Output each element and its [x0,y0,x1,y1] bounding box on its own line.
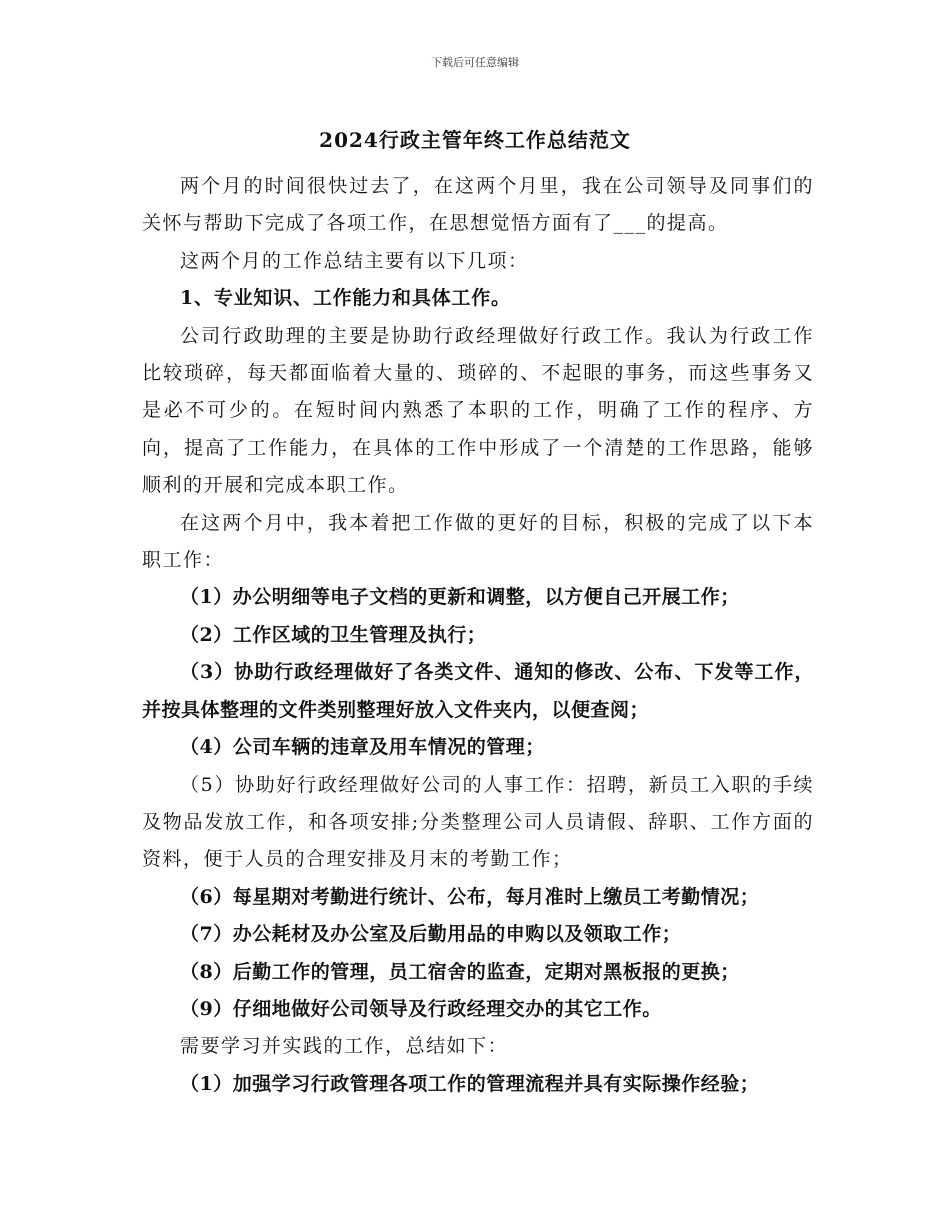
paragraph-summary-lead: 这两个月的工作总结主要有以下几项： [180,249,529,272]
section-heading-1: 1、专业知识、工作能力和具体工作。 [180,287,511,310]
list-item-duty-6: （6）每星期对考勤进行统计、公布，每月准时上缴员工考勤情况； [180,885,760,908]
list-item-duty-5: （5）协助好行政经理做好公司的人事工作：招聘，新员工入职的手续及物品发放工作，和各项安排;分类整理公司人员请假、辞职、工作方面的资料，便于人员的合理安排及月末的考勤工作； [142,773,814,871]
document-body [142,168,814,1103]
paragraph-intro: 两个月的时间很快过去了，在这两个月里，我在公司领导及同事们的关怀与帮助下完成了各项工作，在思想觉悟方面有了___的提高。 [142,175,814,235]
list-item-duty-4: （4）公司车辆的违章及用车情况的管理； [180,736,545,759]
header-note: 下载后可任意编辑 [431,56,519,69]
list-item-duty-8: （8）后勤工作的管理，员工宿舍的监查，定期对黑板报的更换； [180,960,740,983]
paragraph-learning-lead: 需要学习并实践的工作，总结如下： [180,1035,509,1058]
list-item-duty-9: （9）仔细地做好公司领导及行政经理交办的其它工作。 [180,997,662,1020]
paragraph-duties-lead: 在这两个月中，我本着把工作做的更好的目标，积极的完成了以下本职工作： [142,511,814,572]
document-title: 2024行政主管年终工作总结范文 [319,128,631,152]
list-item-learning-1: （1）加强学习行政管理各项工作的管理流程并具有实际操作经验； [180,1072,760,1095]
list-item-duty-3: （3）协助行政经理做好了各类文件、通知的修改、公布、下发等工作，并按具体整理的文件类别整理好放入文件夹内，以便查阅； [142,661,814,721]
list-item-duty-7: （7）办公耗材及办公室及后勤用品的申购以及领取工作； [180,923,682,946]
list-item-duty-2: （2）工作区域的卫生管理及执行； [180,623,487,646]
list-item-duty-1: （1）办公明细等电子文档的更新和调整，以方便自己开展工作； [180,586,740,609]
paragraph-role-description: 公司行政助理的主要是协助行政经理做好行政工作。我认为行政工作比较琐碎，每天都面临着大量的、琐碎的、不起眼的事务，而这些事务又是必不可少的。在短时间内熟悉了本职的工作，明确了工作的程序、方向，提高了工作能力，在具体的工作中形成了一个清楚的工作思路，能够顺利的开展和完成本职工作。 [142,324,814,497]
